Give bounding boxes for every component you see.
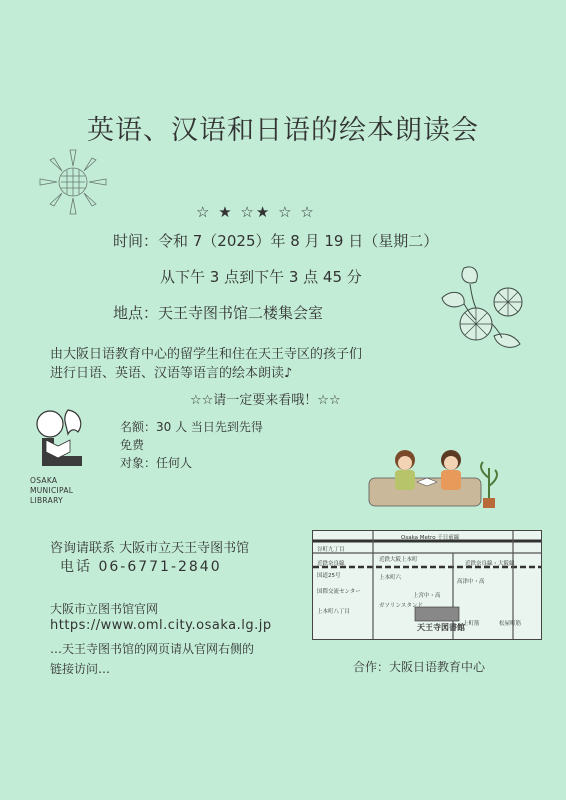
map-stop: 上本町八丁目 <box>317 609 351 615</box>
map-route: 国道25号 <box>317 573 341 579</box>
audience-info: 对象：任何人 <box>120 456 193 470</box>
map-metro: Osaka Metro 千日前線 <box>401 535 460 541</box>
description-line-2: 进行日语、英语、汉语等语言的绘本朗读♪ <box>50 366 293 381</box>
logo-line-3: LIBRARY <box>30 496 63 505</box>
map-line-left: 近鉄奈良線 <box>317 561 345 567</box>
page-title: 英语、汉语和日语的绘本朗读会 <box>87 115 479 146</box>
logo-line-2: MUNICIPAL <box>30 486 74 495</box>
map-road-2: 松屋町筋 <box>499 621 522 627</box>
fee-info: 免费 <box>120 438 145 452</box>
map-center: 国際交流センター <box>317 589 361 595</box>
event-time: 从下午 3 点到下午 3 点 45 分 <box>160 268 362 286</box>
logo-line-1: OSAKA <box>30 476 58 485</box>
map-station: 近鉄大阪上本町 <box>379 557 418 563</box>
map-crossing: 上宮中・高 <box>413 593 441 599</box>
star-decoration: ☆ ★ ☆★ ☆ ☆ <box>196 203 316 221</box>
map-junction: 上本町六 <box>379 575 402 581</box>
map-road-1: 上町筋 <box>463 621 480 627</box>
invite-text: ☆☆请一定要来看哦！☆☆ <box>190 393 341 408</box>
website-note-1: …天王寺图书馆的网页请从官网右侧的 <box>50 642 255 656</box>
website-note-2: 链接访问… <box>50 662 111 676</box>
website-url[interactable]: https://www.oml.city.osaka.lg.jp <box>50 618 272 633</box>
morning-glory-illustration <box>436 258 536 370</box>
sunflower-illustration <box>28 140 118 220</box>
event-date: 时间：令和 7（2025）年 8 月 19 日（星期二） <box>113 232 439 250</box>
contact-phone: 电话 06-6771-2840 <box>60 559 222 575</box>
event-place: 地点：天王寺图书馆二楼集会室 <box>113 304 324 322</box>
map-highschool: 高津中・高 <box>457 579 485 585</box>
children-reading-illustration <box>365 438 505 510</box>
map-library: 天王寺図書館 <box>417 623 465 632</box>
access-map <box>312 530 542 640</box>
capacity-info: 名额：30 人 当日先到先得 <box>120 420 263 434</box>
map-avenue: 谷町九丁目 <box>317 547 345 553</box>
contact-label: 咨询请联系 大阪市立天王寺图书馆 <box>50 541 250 556</box>
cooperation-credit: 合作：大阪日语教育中心 <box>353 660 486 674</box>
map-shop: ガソリンスタンド <box>379 603 423 609</box>
library-logo-icon <box>28 404 94 478</box>
website-heading: 大阪市立图书馆官网 <box>50 602 159 616</box>
description-line-1: 由大阪日语教育中心的留学生和住在天王寺区的孩子们 <box>50 347 363 362</box>
map-line-right: 近鉄奈良線・大阪線 <box>465 561 515 567</box>
library-logo-text <box>30 476 73 506</box>
